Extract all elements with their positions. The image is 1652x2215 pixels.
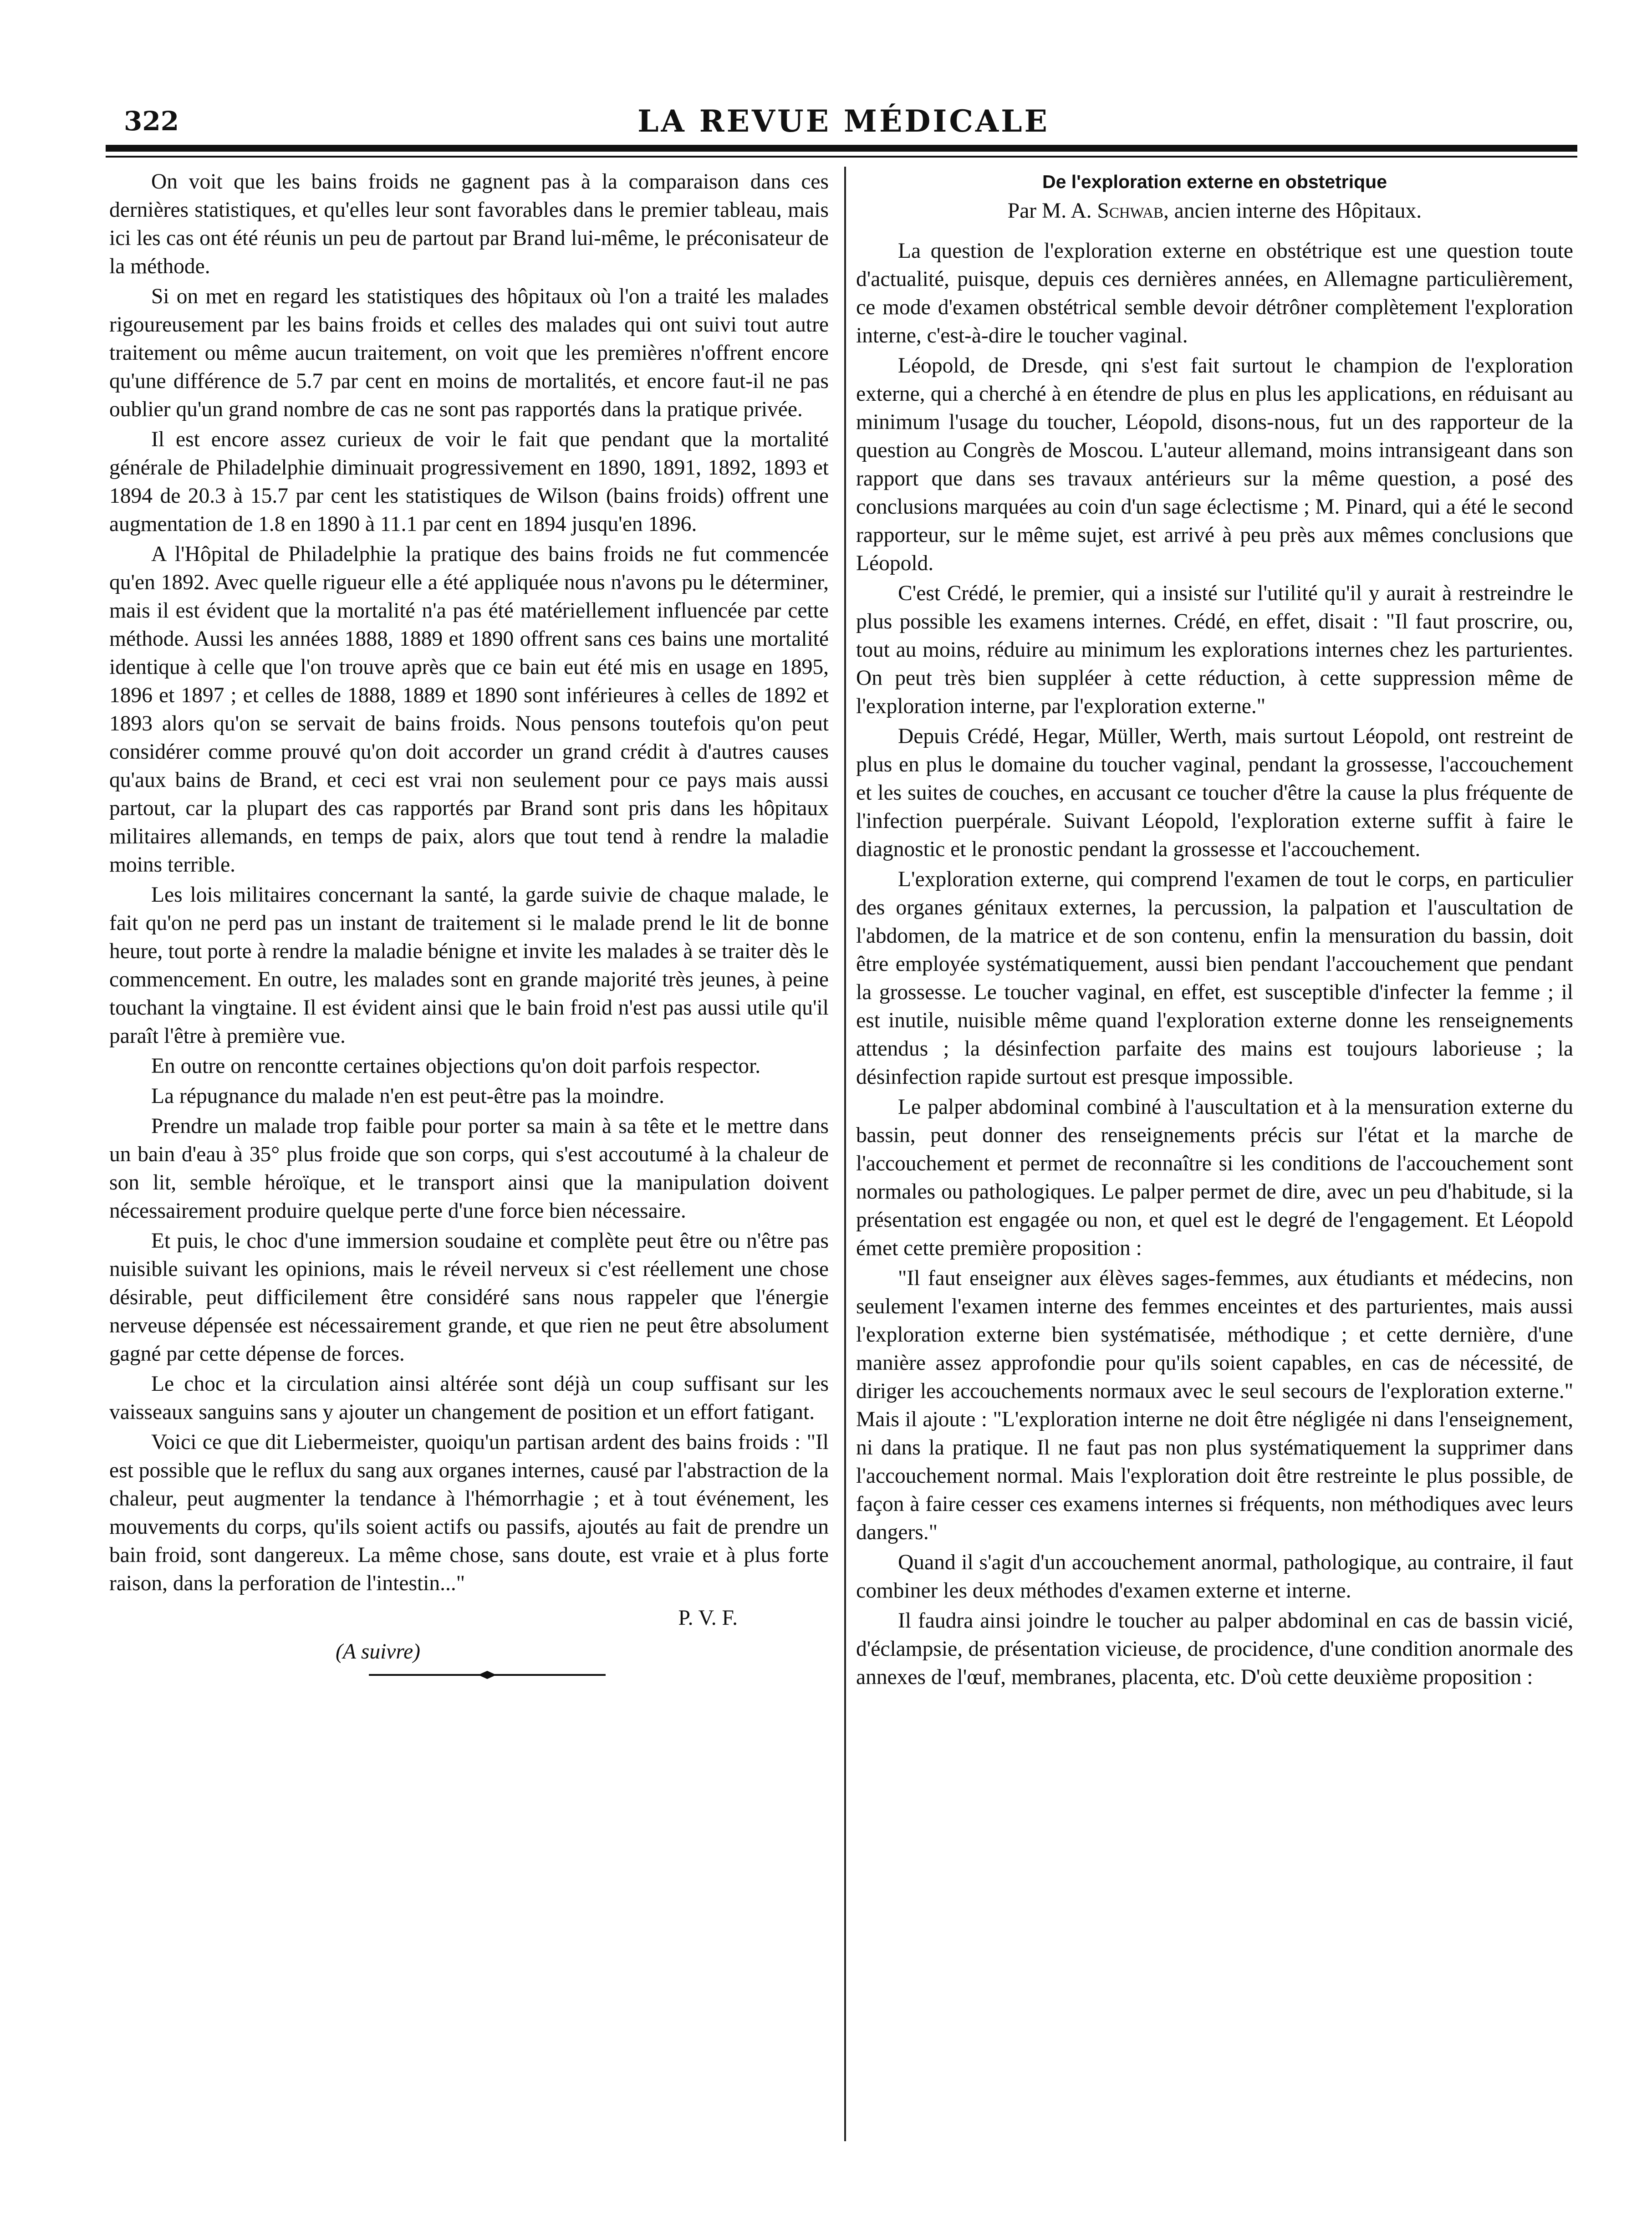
right-paragraph-6: Le palper abdominal combiné à l'auscultation et à la mensuration externe du bassin, peut donner des renseignements précis sur l'état et la marche de l'accouchement et permet de reconnaître si les conditions de l'accouchement sont normales ou pathologiques. Le palper permet de dire, avec un peu d'habitude, si la présentation est engagée ou non, et quel est le degré de l'engagement. Et Léopold émet cette première proposition :	[856, 1095, 1573, 1260]
byline-prefix: Par M. A.	[1007, 199, 1092, 223]
left-paragraph-4: A l'Hôpital de Philadelphie la pratique des bains froids ne fut commencée qu'en 1892. Avec quelle rigueur elle a été appliquée nous n'avons pu le déterminer, mais il est évident que la mortalité n'a pas été matériellement influencée par cette méthode. Aussi les années 1888, 1889 et 1890 offrent sans ces bains une mortalité identique à celle que l'on trouve après que ce bain eut été mis en usage en 1895, 1896 et 1897 ; et celles de 1888, 1889 et 1890 sont inférieures à celles de 1892 et 1893 alors qu'on se servait de bains froids. Nous pensons toutefois qu'on peut considérer comme prouvé qu'on doit accorder un grand crédit à d'autres causes qu'aux bains de Brand, et ceci est vrai non seulement pour ce pays mais aussi partout, car la plupart des cas rapportés par Brand sont pris dans les hôpitaux militaires allemands, en temps de paix, alors que tout tend à rendre la maladie moins terrible.	[109, 542, 829, 877]
byline-author: Schwab	[1097, 199, 1164, 223]
right-paragraph-4: Depuis Crédé, Hegar, Müller, Werth, mais surtout Léopold, ont restreint de plus en plus le domaine du toucher vaginal, pendant la grossesse, l'accouchement et les suites de couches, en accusant ce toucher d'être la cause la plus fréquente de l'infection puerpérale. Suivant Léopold, l'exploration externe suffit à faire le diagnostic et le pronostic pendant la grossesse et l'accouchement.	[856, 725, 1573, 861]
right-paragraph-8: Quand il s'agit d'un accouchement anormal, pathologique, au contraire, il faut combiner les deux méthodes d'examen externe et interne.	[856, 1551, 1573, 1603]
left-paragraph-10: Le choc et la circulation ainsi altérée sont déjà un coup suffisant sur les vaisseaux sanguins sans y ajouter un changement de position et un effort fatigant.	[109, 1372, 829, 1424]
right-column	[856, 168, 1573, 1693]
journal-title: LA REVUE MÉDICALE	[637, 103, 1050, 139]
page-number: 322	[124, 106, 179, 137]
author-signature: P. V. F.	[678, 1606, 738, 1630]
left-paragraph-3: Il est encore assez curieux de voir le fait que pendant que la mortalité générale de Philadelphie diminuait progressivement en 1890, 1891, 1892, 1893 et 1894 de 20.3 à 15.7 par cent les statistiques de Wilson (bains froids) offrent une augmentation de 1.8 en 1890 à 11.1 par cent en 1894 jusqu'en 1896.	[109, 428, 829, 536]
article-byline	[856, 197, 1573, 225]
header-rule-thick	[106, 145, 1577, 152]
end-ornament	[369, 1669, 606, 1680]
left-paragraph-6: En outre on rencontte certaines objections qu'on doit parfois respector.	[151, 1054, 761, 1078]
right-paragraph-1: La question de l'exploration externe en obstétrique est une question toute d'actualité, puisque, depuis ces dernières années, en Allemagne particulièrement, ce mode d'examen obstétrical semble devoir détrôner complètement l'exploration interne, c'est-à-dire le toucher vaginal.	[856, 239, 1573, 347]
byline-suffix: , ancien interne des Hôpitaux.	[1163, 199, 1422, 223]
right-paragraph-3: C'est Crédé, le premier, qui a insisté sur l'utilité qu'il y aurait à restreindre le plus possible les examens internes. Crédé, en effet, disait : "Il faut proscrire, ou, tout au moins, réduire au minimum les explorations internes chez les parturientes. On peut très bien suppléer à cette réduction, à cette suppression même de l'exploration interne, par l'exploration externe."	[856, 582, 1573, 718]
right-paragraph-5: L'exploration externe, qui comprend l'examen de tout le corps, en particulier des organes génitaux externes, la percussion, la palpation et l'auscultation de l'abdomen, de la matrice et de son contenu, enfin la mensuration du bassin, doit être employée systématiquement, aussi bien pendant l'accouchement que pendant la grossesse. Le toucher vaginal, en effet, est susceptible d'infecter la femme ; il est inutile, nuisible même quand l'exploration externe donne les renseignements attendus ; la désinfection parfaite des mains est toujours laborieuse ; la désinfection rapide surtout est presque impossible.	[856, 868, 1573, 1089]
column-divider	[844, 167, 846, 2141]
left-paragraph-8: Prendre un malade trop faible pour porter sa main à sa tête et le mettre dans un bain d'eau à 35° plus froide que son corps, qui s'est accoutumé à la chaleur de son lit, semble héroïque, et le transport ainsi que la manipulation doivent nécessairement produire quelque perte d'une force bien nécessaire.	[109, 1114, 829, 1223]
right-paragraph-9: Il faudra ainsi joindre le toucher au palper abdominal en cas de bassin vicié, d'éclampsie, de présentation vicieuse, de procidence, d'une condition anormale des annexes de l'œuf, membranes, placenta, etc. D'où cette deuxième proposition :	[856, 1609, 1573, 1689]
left-paragraph-1: On voit que les bains froids ne gagnent pas à la comparaison dans ces dernières statistiques, et qu'elles leur sont favorables dans le premier tableau, mais ici les cas ont été réunis un peu de partout par Brand lui-même, le préconisateur de la méthode.	[109, 170, 829, 278]
left-paragraph-5: Les lois militaires concernant la santé, la garde suivie de chaque malade, le fait qu'on ne perd pas un instant de traitement si le malade prend le lit de bonne heure, tout porte à rendre la maladie bénigne et invite les malades à se traiter dès le commencement. En outre, les malades sont en grande majorité très jeunes, à peine touchant la vingtaine. Il est évident ainsi que le bain froid n'est pas aussi utile qu'il paraît l'être à première vue.	[109, 883, 829, 1048]
left-paragraph-7: La répugnance du malade n'en est peut-être pas la moindre.	[151, 1084, 664, 1108]
header-rule-thin	[106, 156, 1577, 158]
page-header	[116, 103, 1571, 139]
left-paragraph-2: Si on met en regard les statistiques des hôpitaux où l'on a traité les malades rigoureusement par les bains froids et celles des malades qui ont suivi tout autre traitement ou même aucun traitement, on voit que les premières n'offrent encore qu'une différence de 5.7 par cent en moins de mortalités, et encore faut-il ne pas oublier qu'un grand nombre de cas ne sont pas rapportés dans la pratique privée.	[109, 285, 829, 421]
right-paragraph-7: "Il faut enseigner aux élèves sages-femmes, aux étudiants et médecins, non seulement l'examen interne des femmes enceintes et des parturientes, mais aussi l'exploration externe bien systématisée, méthodique ; et cette dernière, d'une manière assez approfondie pour qu'ils soient capables, en cas de nécessité, de diriger les accouchements normaux avec le seul secours de l'exploration externe." Mais il ajoute : "L'exploration interne ne doit être négligée ni dans l'enseignement, ni dans la pratique. Il ne faut pas non plus systématiquement la supprimer dans l'accouchement normal. Mais l'exploration doit être restreinte le plus possible, de façon à faire cesser ces examens internes si fréquents, non méthodiques avec leurs dangers."	[856, 1266, 1573, 1544]
right-paragraph-2: Léopold, de Dresde, qni s'est fait surtout le champion de l'exploration externe, qui a cherché à en étendre de plus en plus les applications, en réduisant au minimum l'usage du toucher, Léopold, disons-nous, fut un des rapporteur de la question au Congrès de Moscou. L'auteur allemand, moins intransigeant dans son rapport que dans ses travaux antérieurs sur la même question, a posé des conclusions marquées au coin d'un sage éclectisme ; M. Pinard, qui a été le second rapporteur, sur le même sujet, est arrivé à peu près aux mêmes conclusions que Léopold.	[856, 354, 1573, 575]
continued-note: (A suivre)	[336, 1640, 420, 1664]
article-title: De l'exploration externe en obstetrique	[1042, 171, 1387, 192]
left-paragraph-9: Et puis, le choc d'une immersion soudaine et complète peut être ou n'être pas nuisible suivant les opinions, mais le réveil nerveux si c'est réellement une chose désirable, peut difficilement être considéré sans nous rappeler que l'énergie nerveuse dépensée est nécessairement grande, et que rien ne peut être absolument gagné par cette dépense de forces.	[109, 1229, 829, 1366]
left-column	[109, 168, 829, 1680]
left-paragraph-11: Voici ce que dit Liebermeister, quoiqu'un partisan ardent des bains froids : "Il est possible que le reflux du sang aux organes internes, causé par l'abstraction de la chaleur, peut augmenter la tendance à l'hémorrhagie ; et à tout événement, les mouvements du corps, qu'ils soient actifs ou passifs, ajoutés au fait de prendre un bain froid, sont dangereux. La même chose, sans doute, est vraie et à plus forte raison, dans la perforation de l'intestin..."	[109, 1430, 829, 1595]
